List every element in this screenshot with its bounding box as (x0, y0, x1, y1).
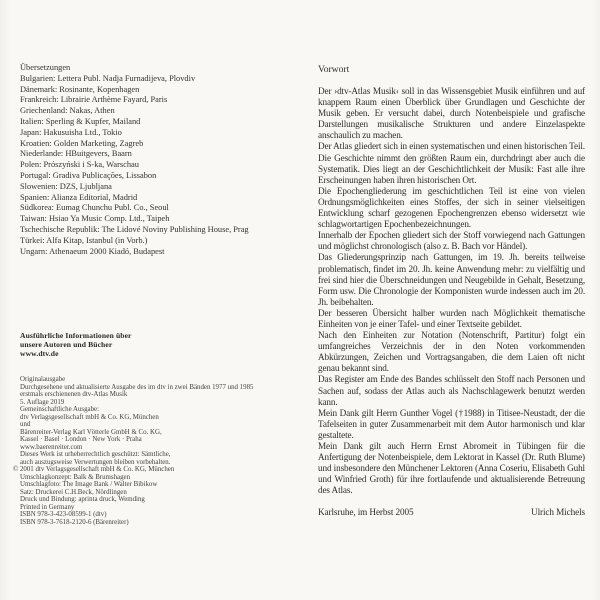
preface-paragraph: Das Gliederungsprinzip nach Gattungen, im 19. Jh. bereits teilweise problematisch, findet im 20. Jh. keine Anwendung mehr: zu vielfältig und frei sind hier die Überschneidungen und Neugebilde in Gehalt, Besetzung, Form usw. Die Chronologie der Komponisten wurde indessen auch im 20. Jh. beibehalten. (318, 252, 585, 307)
preface-paragraph: Die Epochengliederung im geschichtlichen Teil ist eine von vielen Ordnungsmöglichkeiten eines Stoffes, der sich in seiner vielseitigen Entwicklung scharf gezogenen Epochengrenzen ebenso widersetzt wie schlagwortartigen Epochenbezeichnungen. (318, 185, 585, 230)
translation-item: Frankreich: Librairie Arthème Fayard, Paris (20, 95, 168, 105)
imprint-line: und (20, 421, 31, 428)
translation-item: Tschechische Republik: The Lidové Noviny Publishing House, Prag (20, 224, 249, 234)
preface-paragraph: Mein Dank gilt Herrn Gunther Vogel (†1988) in Titisee-Neustadt, der die Tafelseiten in guter Zusammenarbeit mit dem Autor harmonisch und klar gestaltete. (318, 407, 585, 440)
imprint-block (13, 376, 298, 526)
signoff-place-date: Karlsruhe, im Herbst 2005 (318, 507, 414, 518)
translation-item: Bulgarien: Lettera Publ. Nadja Furnadijeva, Plovdiv (20, 73, 196, 83)
imprint-line: Originalausgabe (20, 376, 66, 383)
translation-item: Dänemark: Rosinante, Kopenhagen (20, 84, 140, 94)
imprint-line: Durchgesehene und aktualisierte Ausgabe des im dtv in zwei Bänden 1977 und 1985 (20, 383, 254, 391)
preface-heading: Vorwort (318, 64, 350, 75)
translation-item: Ungarn: Athenaeum 2000 Kiadó, Budapest (20, 246, 165, 256)
translation-item: Türkei: Alfa Kitap, Istanbul (in Vorb.) (20, 235, 148, 245)
imprint-line: ISBN 978-3-423-08599-1 (dtv) (20, 511, 107, 518)
translation-item: Taiwan: Hsiao Ya Music Comp. Ltd., Taipeh (20, 214, 170, 224)
publisher-info-line: unsere Autoren und Bücher (20, 340, 113, 350)
signoff-author: Ulrich Michels (531, 507, 585, 518)
publisher-info-note (20, 331, 220, 359)
translations-heading: Übersetzungen (20, 63, 71, 72)
right-page (318, 0, 600, 600)
imprint-line: auch auszugsweise Verwertungen bleiben vorbehalten. (20, 458, 171, 466)
imprint-line: ISBN 978-3-7618-2120-6 (Bärenreiter) (20, 518, 129, 526)
translation-item: Italien: Sperling & Kupfer, Mailand (20, 116, 141, 126)
imprint-line: Printed in Germany (20, 503, 75, 511)
publisher-info-line: www.dtv.de (20, 349, 59, 359)
translations-block (20, 63, 292, 257)
preface-paragraph: Nach den Einheiten zur Notation (Notenschrift, Partitur) folgt ein umfangreiches Verzeichnis der in den Noten vorkommenden Abkürzungen, Zeichen und Vortragsangaben, die dem Laien oft nicht genau bekannt sind. (318, 330, 585, 374)
imprint-line: erstmals erschienenen dtv-Atlas Musik (20, 391, 128, 398)
imprint-line: Bärenreiter-Verlag Karl Vötterle GmbH & Co. KG, (20, 428, 162, 436)
translation-item: Kroatien: Golden Marketing, Zagreb (20, 138, 144, 148)
translation-item: Südkorea: Eumag Chunchu Publ. Co., Seoul (20, 203, 169, 213)
translation-item: Spanien: Alianza Editorial, Madrid (20, 192, 138, 202)
translation-item: Japan: Hakusuisha Ltd., Tokio (20, 127, 122, 137)
imprint-line: www.baerenreiter.com (20, 443, 83, 451)
translation-item: Slowenien: DZS, Ljubljana (20, 181, 112, 191)
imprint-line: Dieses Werk ist urheberrechtlich geschützt: Sämtliche, (20, 451, 171, 458)
imprint-line: Kassel · Basel · London · New York · Praha (20, 436, 142, 443)
translation-item: Polen: Prószyński i S-ka, Warschau (20, 160, 139, 170)
imprint-line: dtv Verlagsgesellschaft mbH & Co. KG, München (20, 413, 159, 421)
imprint-line: Umschlagfoto: The Image Bank / Walter Bibikow (20, 481, 158, 488)
preface-paragraph: Mein Dank gilt auch Herrn Ernst Abromeit in Tübingen für die Anfertigung der Notenbeispiele, dem Lektorat in Kassel (Dr. Ruth Blume) und insbesondere den Münchener Lektoren (Anna Coseriu, Elisabeth Guhl und Winfried Groth) für ihre fortlaufende und aktualisierende Betreuung des Atlas. (318, 441, 585, 496)
preface-paragraph: Innerhalb der Epochen gliedert sich der Stoff vorwiegend nach Gattungen und möglichst chronologisch (also z. B. Bach vor Händel). (318, 230, 585, 252)
imprint-line: Druck und Bindung: aprinta druck, Wemding (20, 496, 145, 503)
preface-body (318, 86, 585, 519)
imprint-line: 5. Auflage 2019 (20, 398, 65, 406)
imprint-line: Gemeinschaftliche Ausgabe: (20, 406, 100, 413)
imprint-line: Satz: Druckerei C.H.Beck, Nördlingen (20, 488, 127, 496)
translation-item: Niederlande: HBuitgevers, Baarn (20, 149, 132, 159)
imprint-line: © 2001 dtv Verlagsgesellschaft mbH & Co. KG, München (13, 466, 175, 473)
translation-item: Portugal: Gradiva Publicações, Lissabon (20, 170, 157, 180)
preface-paragraph: Der Atlas gliedert sich in einen systematischen und einen historischen Teil. Die Geschichte nimmt den größten Raum ein, durchdringt aber auch die Systematik. Dies liegt an der Geschichtlichkeit der Musik: Fast alle ihre Erscheinungen haben ihren historischen Ort. (318, 141, 585, 185)
publisher-info-line: Ausführliche Informationen über (20, 331, 132, 340)
preface-paragraph: Das Register am Ende des Bandes schlüsselt den Stoff nach Personen und Sachen auf, sodass der Atlas auch als Nachschlagewerk benutzt werden kann. (318, 374, 585, 407)
preface-paragraph: Der besseren Übersicht halber wurden nach Möglichkeit thematische Einheiten von je einer Tafel- und einer Textseite gebildet. (318, 307, 585, 329)
preface-paragraph: Der ›dtv-Atlas Musik‹ soll in das Wissensgebiet Musik einführen und auf knappem Raum einen Überblick über Grundlagen und Geschichte der Musik geben. Er versucht dabei, durch Notenbeispiele und grafische Darstellungen musikalische Strukturen und andere Einzelaspekte anschaulich zu machen. (318, 86, 585, 141)
translation-item: Griechenland: Nakas, Athen (20, 106, 115, 116)
imprint-line: Umschlagkonzept: Balk & Brumshagen (20, 473, 131, 481)
signoff (318, 507, 585, 518)
